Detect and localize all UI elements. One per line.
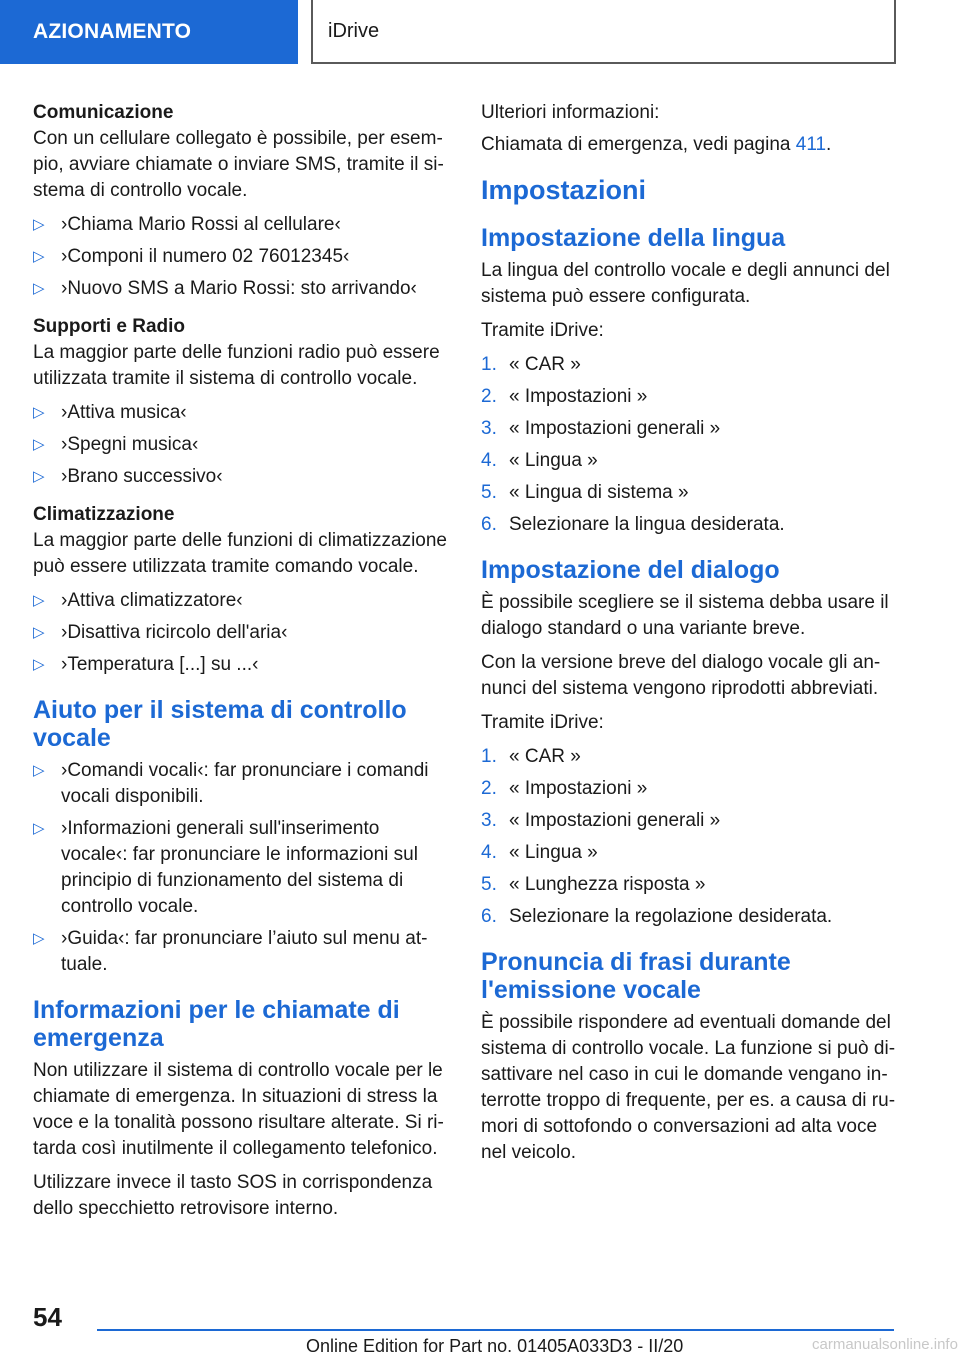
dialog-text-1: È possibile scegliere se il sistema debba usare il dialogo standard o una variante breve.: [481, 592, 889, 639]
list-item: ▷ ›Informazioni generali sull'inserimento vocale‹: far pronunciare le informazioni sul principio di funzionamento del sistema di controllo vocale.: [33, 818, 418, 917]
dialog-heading: Impostazione del dialogo: [481, 556, 780, 584]
help-heading: Aiuto per il sistema di controllo vocale: [33, 696, 407, 752]
triangle-bullet-icon: ▷: [33, 280, 45, 297]
dialog-steps: [481, 744, 899, 930]
more-info-label: Ulteriori informazioni:: [481, 102, 660, 123]
dialog-text-2: Con la versione breve del dialogo vocale gli annunci del sistema vengono riprodotti abbreviati.: [481, 652, 881, 699]
language-heading: Impostazione della lingua: [481, 224, 786, 252]
list-item: ▷ ›Attiva climatizzatore‹: [33, 588, 448, 614]
step-item: 6. Selezionare la regolazione desiderata.: [481, 906, 833, 927]
clima-heading: Climatizzazione: [33, 504, 175, 525]
comm-list: [33, 212, 448, 302]
triangle-bullet-icon: ▷: [33, 216, 45, 233]
list-item: ▷ ›Comandi vocali‹: far pronunciare i comandi vocali disponibili.: [33, 760, 429, 807]
step-item: 4. « Lingua »: [481, 450, 598, 471]
list-item: ▷ ›Attiva musica‹: [33, 400, 448, 426]
triangle-bullet-icon: ▷: [33, 436, 45, 453]
list-item: ▷ ›Brano successivo‹: [33, 464, 448, 490]
step-item: 5. « Lingua di sistema »: [481, 482, 689, 503]
list-item: ▷ ›Nuovo SMS a Mario Rossi: sto arrivando‹: [33, 276, 448, 302]
triangle-bullet-icon: ▷: [33, 624, 45, 641]
step-item: 3. « Impostazioni generali »: [481, 810, 721, 831]
radio-list: [33, 400, 448, 490]
watermark: carmanualsonline.info: [812, 1336, 958, 1353]
clima-list: [33, 588, 448, 678]
triangle-bullet-icon: ▷: [33, 592, 45, 609]
emergency-heading: Informazioni per le chiamate di emergenza: [33, 996, 400, 1052]
list-item: ▷ ›Componi il numero 02 76012345‹: [33, 244, 448, 270]
step-item: 2. « Impostazioni »: [481, 386, 648, 407]
list-item: ▷ ›Temperatura [...] su ...‹: [33, 652, 448, 678]
comm-text: Con un cellulare collegato è possibile, per esempio, avviare chiamate o inviare SMS, tramite il sistema di controllo vocale.: [33, 128, 444, 201]
triangle-bullet-icon: ▷: [33, 248, 45, 265]
step-item: 1. « CAR »: [481, 746, 581, 767]
triangle-bullet-icon: ▷: [33, 404, 45, 421]
language-via: Tramite iDrive:: [481, 320, 604, 341]
footer-divider: [97, 1329, 894, 1331]
step-item: 3. « Impostazioni generali »: [481, 418, 721, 439]
list-item: ▷ ›Guida‹: far pronunciare l’aiuto sul menu attuale.: [33, 928, 428, 975]
comm-heading: Comunicazione: [33, 102, 174, 123]
help-list: [33, 758, 448, 978]
section-tab: [0, 0, 298, 64]
left-column: [33, 100, 448, 1230]
language-text: La lingua del controllo vocale e degli annunci del sistema può essere configurata.: [481, 260, 890, 307]
speak-heading: Pronuncia di frasi durante l'emissione vocale: [481, 948, 791, 1004]
radio-text: La maggior parte delle funzioni radio può essere utilizzata tramite il sistema di controllo vocale.: [33, 342, 440, 389]
step-item: 6. Selezionare la lingua desiderata.: [481, 514, 785, 535]
right-column: [481, 100, 899, 1174]
radio-heading: Supporti e Radio: [33, 316, 185, 337]
list-item: ▷ ›Spegni musica‹: [33, 432, 448, 458]
list-item: ▷ ›Disattiva ricircolo dell'aria‹: [33, 620, 448, 646]
step-item: 4. « Lingua »: [481, 842, 598, 863]
triangle-bullet-icon: ▷: [33, 930, 45, 947]
step-item: 1. « CAR »: [481, 354, 581, 375]
page-link[interactable]: 411: [795, 134, 827, 155]
chapter-tab: [311, 0, 896, 64]
more-info-text: Chiamata di emergenza, vedi pagina 411.: [481, 134, 832, 155]
language-steps: [481, 352, 899, 538]
chapter-title: iDrive: [328, 19, 380, 42]
edition-note: Online Edition for Part no. 01405A033D3 - II/20: [306, 1336, 684, 1356]
step-item: 2. « Impostazioni »: [481, 778, 648, 799]
dialog-via: Tramite iDrive:: [481, 712, 604, 733]
list-item: ▷ ›Chiama Mario Rossi al cellulare‹: [33, 212, 448, 238]
step-item: 5. « Lunghezza risposta »: [481, 874, 706, 895]
triangle-bullet-icon: ▷: [33, 468, 45, 485]
settings-title: Impostazioni: [481, 175, 647, 205]
triangle-bullet-icon: ▷: [33, 820, 45, 837]
clima-text: La maggior parte delle funzioni di climatizzazione può essere utilizzata tramite comando vocale.: [33, 530, 448, 577]
page-number: 54: [33, 1302, 62, 1332]
speak-text: È possibile rispondere ad eventuali domande del sistema di controllo vocale. La funzione si può disattivare nel caso in cui le domande vengano interrotte troppo di frequente, per es. a causa di rumori di sottofondo o conversazioni ad alta voce nel veicolo.: [481, 1012, 896, 1163]
emergency-text-1: Non utilizzare il sistema di controllo vocale per le chiamate di emergenza. In situazioni di stress la voce e la tonalità possono risultare alterate. Si ritarda così inutilmente il collegamento telefonico.: [33, 1060, 444, 1159]
emergency-text-2: Utilizzare invece il tasto SOS in corrispondenza dello specchietto retrovisore interno.: [33, 1172, 433, 1219]
section-title: AZIONAMENTO: [33, 20, 192, 43]
triangle-bullet-icon: ▷: [33, 762, 45, 779]
triangle-bullet-icon: ▷: [33, 656, 45, 673]
